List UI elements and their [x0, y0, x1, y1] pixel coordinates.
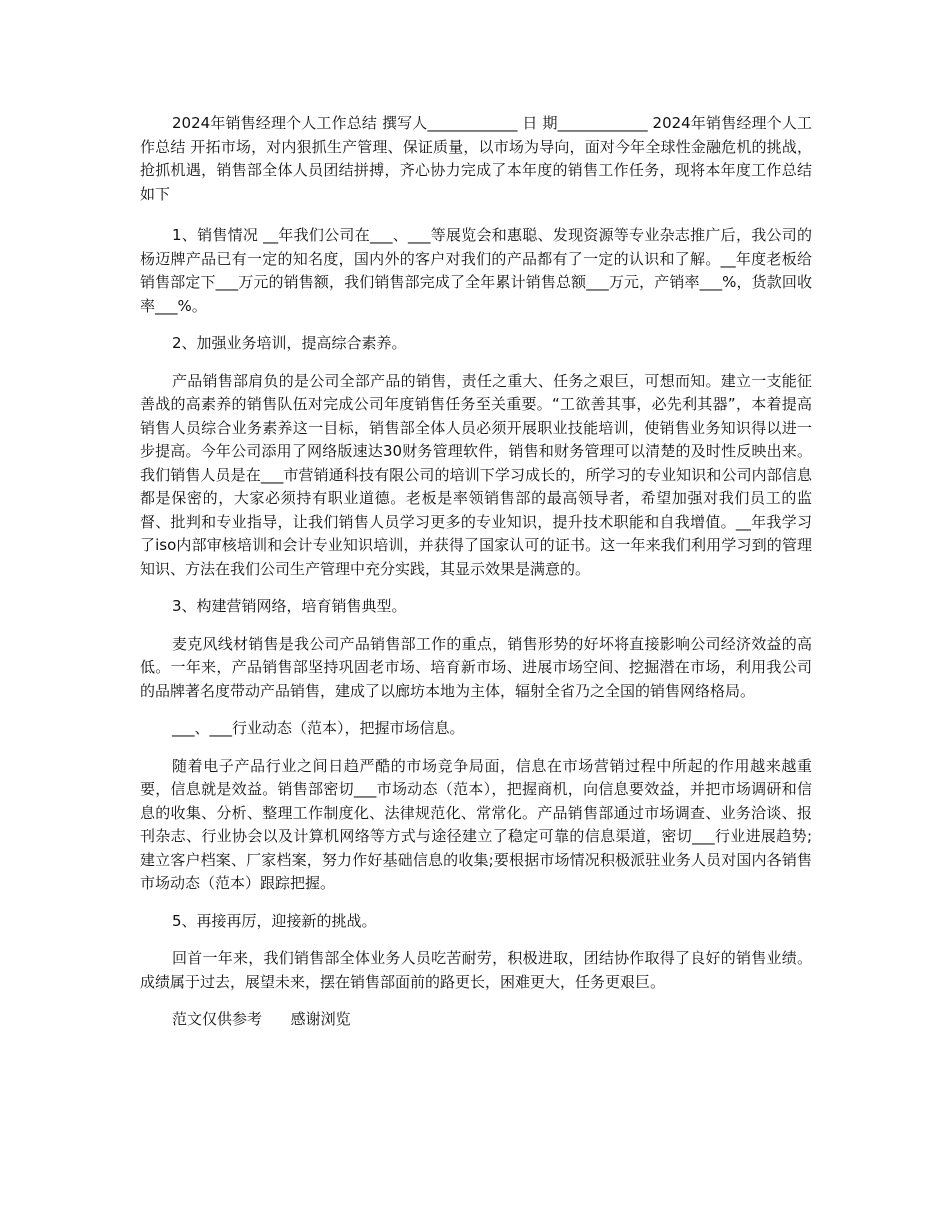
- section-4-heading: ___、___行业动态（范本），把握市场信息。: [172, 719, 465, 737]
- section-3-heading: 3、构建营销网络，培育销售典型。: [172, 597, 407, 615]
- footer-note: 范文仅供参考 感谢浏览: [172, 1010, 351, 1028]
- section-3-body: 麦克风线材销售是我公司产品销售部工作的重点，销售形势的好坏将直接影响公司经济效益的高低。一年来，产品销售部坚持巩固老市场、培育新市场、进展市场空间、挖掘潜在市场，利用我公司的品牌著名度带动产品销售，建成了以廊坊本地为主体，辐射全省乃之全国的销售网络格局。: [140, 634, 812, 700]
- section-1-paragraph: 1、销售情况 __年我们公司在___、___等展览会和惠聪、发现资源等专业杂志推广后，我公司的杨迈牌产品已有一定的知名度，国内外的客户对我们的产品都有了一定的认识和了解。__年度老板给销售部定下___万元的销售额，我们销售部完成了全年累计销售总额___万元，产销率___%，货款回收率___%。: [140, 226, 812, 315]
- section-2-body: 产品销售部肩负的是公司全部产品的销售，责任之重大、任务之艰巨，可想而知。建立一支能征善战的高素养的销售队伍对完成公司年度销售任务至关重要。“工欲善其事，必先利其器”，本着提高销售人员综合业务素养这一目标，销售部全体人员必须开展职业技能培训，使销售业务知识得以进一步提高。今年公司添用了网络版速达30财务管理软件，销售和财务管理可以清楚的及时性反映出来。我们销售人员是在___市营销通科技有限公司的培训下学习成长的，所学习的专业知识和公司内部信息都是保密的，大家必须持有职业道德。老板是率领销售部的最高领导者，希望加强对我们员工的监督、批判和专业指导，让我们销售人员学习更多的专业知识，提升技术职能和自我增值。__年我学习了iso内部审核培训和会计专业知识培训，并获得了国家认可的证书。这一年来我们利用学习到的管理知识、方法在我们公司生产管理中充分实践，其显示效果是满意的。: [140, 371, 812, 578]
- section-2-heading: 2、加强业务培训，提高综合素养。: [172, 334, 407, 352]
- section-4-body: 随着电子产品行业之间日趋严酷的市场竞争局面，信息在市场营销过程中所起的作用越来越重要，信息就是效益。销售部密切___市场动态（范本），把握商机，向信息要效益，并把市场调研和信息的收集、分析、整理工作制度化、法律规范化、常常化。产品销售部通过市场调查、业务洽谈、报刊杂志、行业协会以及计算机网络等方式与途径建立了稳定可靠的信息渠道，密切___行业进展趋势;建立客户档案、厂家档案，努力作好基础信息的收集;要根据市场情况积极派驻业务人员对国内各销售市场动态（范本）跟踪把握。: [140, 756, 812, 892]
- document-page: [140, 112, 812, 1032]
- section-5-body: 回首一年来，我们销售部全体业务人员吃苦耐劳，积极进取，团结协作取得了良好的销售业绩。成绩属于过去，展望未来，摆在销售部面前的路更长，困难更大，任务更艰巨。: [140, 949, 812, 991]
- intro-paragraph: 2024年销售经理个人工作总结 撰写人____________ 日 期____________ 2024年销售经理个人工作总结 开拓市场，对内狠抓生产管理、保证质量，以市场为导向，面对今年全球性金融危机的挑战，抢抓机遇，销售部全体人员团结拼搏，齐心协力完成了本年度的销售工作任务，现将本年度工作总结如下: [140, 114, 812, 203]
- section-5-heading: 5、再接再厉，迎接新的挑战。: [172, 911, 377, 930]
